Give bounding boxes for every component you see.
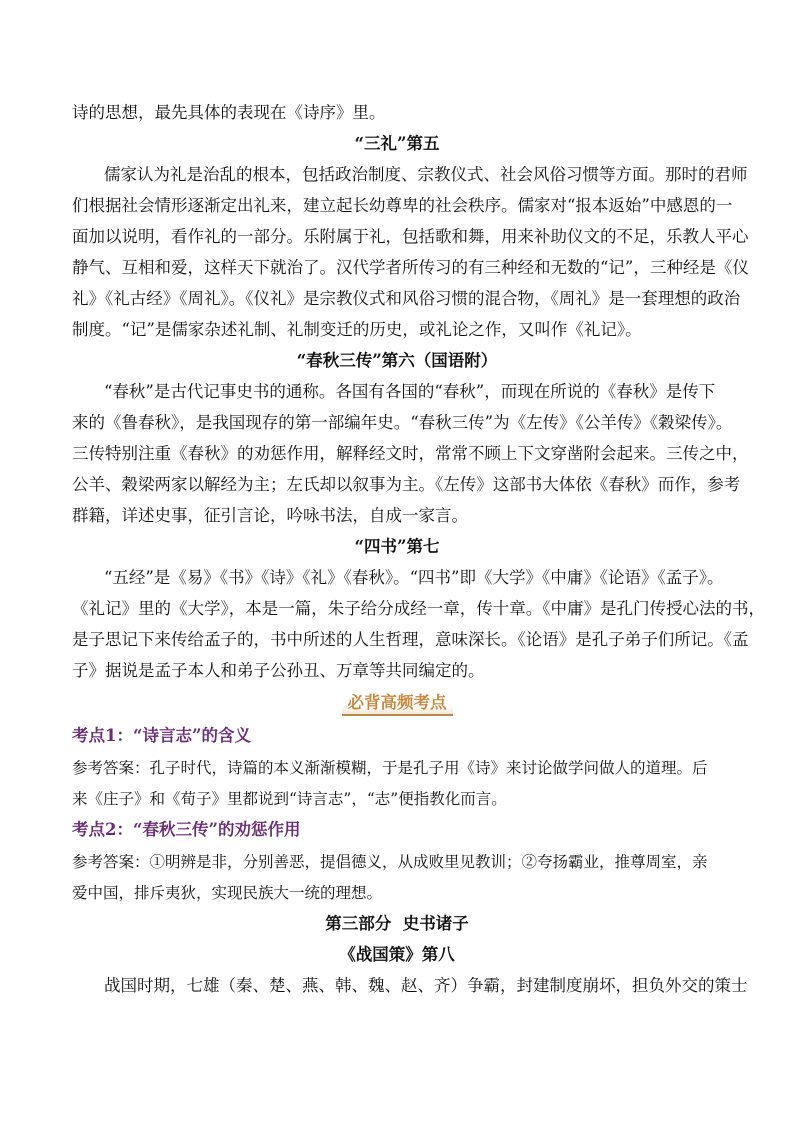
paragraph-line: 子》据说是孟子本人和弟子公孙丑、万章等共同编定的。: [72, 661, 485, 680]
section-heading-sishu: “四书”第七: [354, 537, 440, 556]
paragraph-line: 制度。“记”是儒家杂述礼制、礼制变迁的历史，或礼论之作，又叫作《礼记》。: [72, 320, 642, 339]
kaodian-2-title: 考点2：“春秋三传”的劝惩作用: [72, 820, 301, 839]
key-points-banner-wrap: [0, 693, 794, 716]
key-points-banner: 必背高频考点: [342, 693, 453, 716]
paragraph-line: 静气、互相和爱，这样天下就治了。汉代学者所传习的有三种经和无数的“记”，三种经是《仪: [72, 258, 749, 277]
paragraph-line: 面加以说明，看作礼的一部分。乐附属于礼，包括歌和舞，用来补助仪文的不足，乐教人平心: [72, 227, 749, 246]
paragraph-line: 《礼记》里的《大学》，本是一篇，朱子给分成经一章，传十章。《中庸》是孔门传授心法的书，: [72, 599, 765, 618]
paragraph-line: 来的《鲁春秋》，是我国现存的第一部编年史。“春秋三传”为《左传》《公羊传》《穀梁传》。: [72, 413, 733, 432]
section-heading-zhanguoce: 《战国策》第八: [339, 945, 455, 964]
part-heading: 第三部分 史书诸子: [325, 914, 469, 933]
paragraph-line: 们根据社会情形逐渐定出礼来，建立起长幼尊卑的社会秩序。儒家对“报本返始”中感恩的一: [72, 196, 733, 215]
paragraph-line: 公羊、穀梁两家以解经为主；左氏却以叙事为主。《左传》这部书大体依《春秋》而作，参考: [72, 475, 741, 494]
paragraph-line: “五经”是《易》《书》《诗》《礼》《春秋》。“四书”即《大学》《中庸》《论语》《孟子》。: [104, 568, 724, 587]
paragraph-line: 礼》《礼古经》《周礼》。《仪礼》是宗教仪式和风俗习惯的混合物，《周礼》是一套理想的政治: [72, 289, 741, 308]
paragraph-line: 是子思记下来传给孟子的，书中所述的人生哲理，意味深长。《论语》是孔子弟子们所记。《孟: [72, 630, 749, 649]
kaodian-1-answer: 参考答案：孔子时代，诗篇的本义渐渐模糊，于是孔子用《诗》来讨论做学问做人的道理。后: [72, 759, 708, 777]
section-heading-chunqiu: “春秋三传”第六（国语附）: [296, 351, 498, 370]
text-line: 诗的思想，最先具体的表现在《诗序》里。: [72, 103, 386, 122]
paragraph-line: 三传特别注重《春秋》的劝惩作用，解释经文时，常常不顾上下文穿凿附会起来。三传之中，: [72, 444, 749, 463]
kaodian-1-answer: 来《庄子》和《荀子》里都说到“诗言志”，“志”便指教化而言。: [72, 790, 507, 808]
kaodian-2-answer: 爱中国，排斥夷狄，实现民族大一统的理想。: [72, 884, 383, 902]
paragraph-line: 战国时期，七雄（秦、楚、燕、韩、魏、赵、齐）争霸，封建制度崩坏，担负外交的策士: [104, 976, 748, 995]
kaodian-2-answer: 参考答案：①明辨是非，分别善恶，提倡德义，从成败里见教训；②夸扬霸业，推尊周室，亲: [72, 853, 708, 871]
paragraph-line: 群籍，详述史事，征引言论，吟咏书法，自成一家言。: [72, 506, 468, 525]
section-heading-sanli: “三礼”第五: [354, 134, 440, 153]
paragraph-line: 儒家认为礼是治乱的根本，包括政治制度、宗教仪式、社会风俗习惯等方面。那时的君师: [104, 165, 748, 184]
kaodian-1-title: 考点1：“诗言志”的含义: [72, 726, 251, 745]
paragraph-line: “春秋”是古代记事史书的通称。各国有各国的“春秋”，而现在所说的《春秋》是传下: [104, 382, 716, 401]
